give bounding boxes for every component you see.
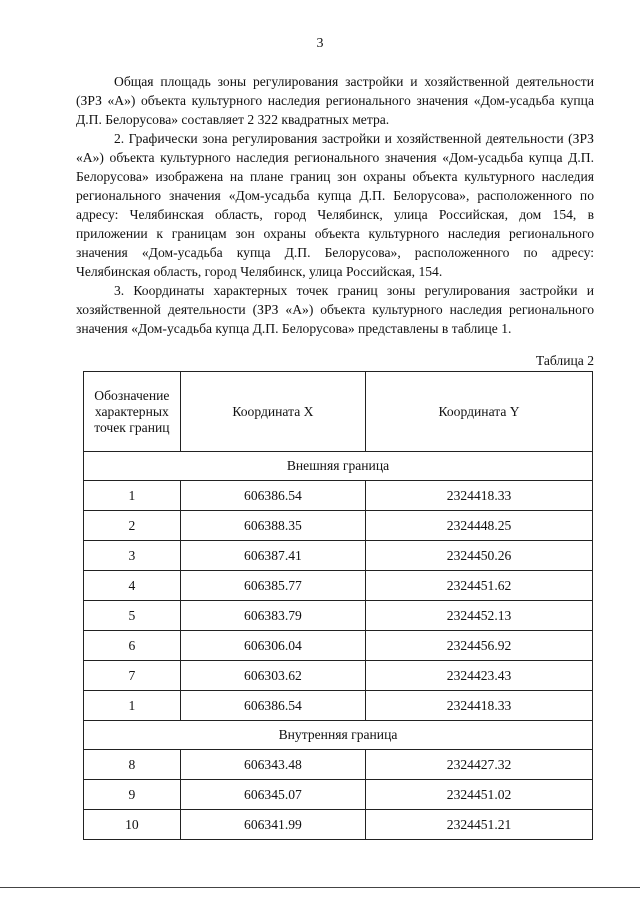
table-row (84, 541, 593, 571)
x-cell: 606386.54 (180, 691, 365, 721)
table-row (84, 481, 593, 511)
y-cell: 2324448.25 (366, 511, 593, 541)
point-cell: 1 (84, 481, 181, 511)
y-cell: 2324450.26 (366, 541, 593, 571)
x-cell: 606303.62 (180, 661, 365, 691)
y-cell: 2324451.21 (366, 810, 593, 840)
table-row (84, 601, 593, 631)
x-cell: 606343.48 (180, 750, 365, 780)
y-cell: 2324452.13 (366, 601, 593, 631)
y-cell: 2324427.32 (366, 750, 593, 780)
x-cell: 606345.07 (180, 780, 365, 810)
y-cell: 2324418.33 (366, 481, 593, 511)
table-row (84, 511, 593, 541)
table-row (84, 780, 593, 810)
section-row (84, 452, 593, 481)
paragraph-3: 3. Координаты характерных точек границ зоны регулирования застройки и хозяйственной деятельности (ЗРЗ «А») объекта культурного наследия регионального значения «Дом-усадьба купца Д.П. Белорусова» представлены в таблице 1. (76, 283, 594, 336)
point-cell: 9 (84, 780, 181, 810)
table-row (84, 750, 593, 780)
y-cell: 2324451.62 (366, 571, 593, 601)
y-cell: 2324451.02 (366, 780, 593, 810)
table-row (84, 571, 593, 601)
x-cell: 606385.77 (180, 571, 365, 601)
section-row (84, 721, 593, 750)
point-cell: 8 (84, 750, 181, 780)
paragraph-2: 2. Графически зона регулирования застройки и хозяйственной деятельности (ЗРЗ «А») объекта культурного наследия регионального значения «Дом-усадьба купца Д.П. Белорусова» изображена на плане границ зон охраны объекта культурного наследия регионального значения «Дом-усадьба купца Д.П. Белорусова», расположенного по адресу: Челябинская область, город Челябинск, улица Российская, дом 154, в приложении к границам зон охраны объекта культурного наследия регионального значения «Дом-усадьба купца Д.П. Белорусова», расположенного по адресу: Челябинская область, город Челябинск, улица Российская, 154. (76, 131, 594, 279)
point-cell: 1 (84, 691, 181, 721)
table-body (84, 452, 593, 840)
paragraph-1: Общая площадь зоны регулирования застройки и хозяйственной деятельности (ЗРЗ «А») объекта культурного наследия регионального значения «Дом-усадьба купца Д.П. Белорусова» составляет 2 322 квадратных метра. (76, 74, 594, 127)
point-cell: 7 (84, 661, 181, 691)
x-cell: 606306.04 (180, 631, 365, 661)
table-row (84, 810, 593, 840)
table-row (84, 661, 593, 691)
header-point: Обозначение характерных точек границ (84, 372, 181, 452)
point-cell: 5 (84, 601, 181, 631)
header-y: Координата Y (366, 372, 593, 452)
coordinates-table (83, 371, 593, 840)
x-cell: 606341.99 (180, 810, 365, 840)
body-text (76, 72, 594, 338)
table-header-row (84, 372, 593, 452)
section-title: Внешняя граница (84, 452, 593, 481)
x-cell: 606386.54 (180, 481, 365, 511)
x-cell: 606387.41 (180, 541, 365, 571)
table-row (84, 631, 593, 661)
y-cell: 2324456.92 (366, 631, 593, 661)
header-x: Координата X (180, 372, 365, 452)
section-title: Внутренняя граница (84, 721, 593, 750)
table-row (84, 691, 593, 721)
x-cell: 606388.35 (180, 511, 365, 541)
table-caption: Таблица 2 (535, 353, 594, 368)
point-cell: 3 (84, 541, 181, 571)
x-cell: 606383.79 (180, 601, 365, 631)
point-cell: 2 (84, 511, 181, 541)
y-cell: 2324418.33 (366, 691, 593, 721)
y-cell: 2324423.43 (366, 661, 593, 691)
point-cell: 10 (84, 810, 181, 840)
page-number: 3 (316, 36, 324, 51)
point-cell: 4 (84, 571, 181, 601)
point-cell: 6 (84, 631, 181, 661)
footer-divider (0, 887, 640, 888)
